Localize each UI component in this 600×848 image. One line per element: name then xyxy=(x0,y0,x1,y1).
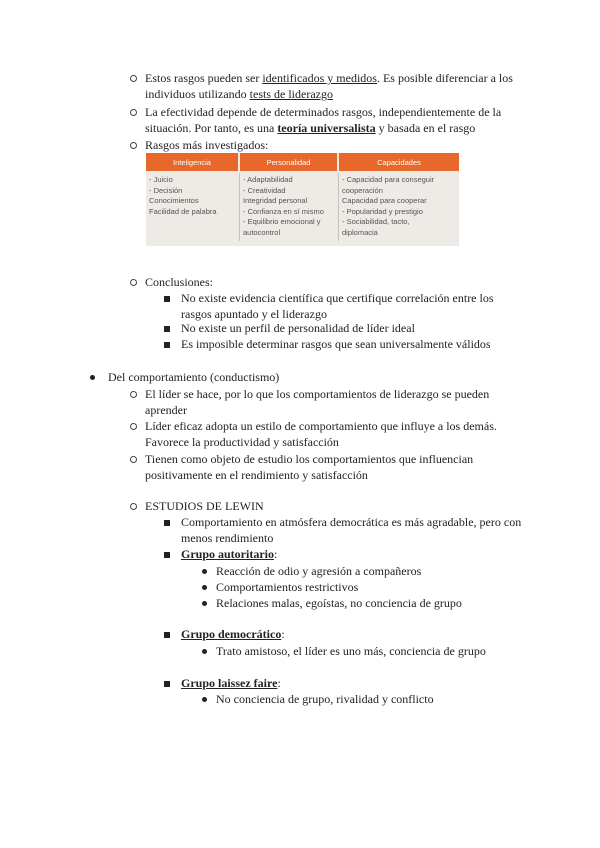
conclusion-2: No existe un perfil de personalidad de líder ideal xyxy=(181,321,415,335)
rasgos-item-2-line2 xyxy=(145,120,527,136)
table-header-personalidad: Personalidad xyxy=(240,153,337,171)
table-cell: autocontrol xyxy=(243,227,281,237)
table-cell: - Sociabilidad, tacto, xyxy=(342,217,410,226)
comportamiento-item-1-line1: El líder se hace, por lo que los comportamientos de liderazgo se pueden xyxy=(145,387,490,401)
conclusiones-label: Conclusiones: xyxy=(145,275,213,289)
table-column-inteligencia xyxy=(149,175,217,217)
table-cell: diplomacia xyxy=(342,227,378,237)
column-divider xyxy=(239,173,240,241)
filled-bullet-icon xyxy=(202,601,207,606)
comportamiento-title: Del comportamiento (conductismo) xyxy=(108,370,280,384)
hollow-bullet-icon xyxy=(130,75,137,82)
laissez-item-1: No conciencia de grupo, rivalidad y conflicto xyxy=(216,692,434,706)
rasgos-item-1-line2 xyxy=(145,86,527,102)
text: individuos utilizando xyxy=(145,87,250,101)
bold-underlined-text: teoría universalista xyxy=(277,121,376,135)
lewin-title: ESTUDIOS DE LEWIN xyxy=(145,499,264,513)
square-bullet-icon xyxy=(164,296,170,302)
hollow-bullet-icon xyxy=(130,503,137,510)
table-cell: Conocimientos xyxy=(149,196,199,205)
democratico-item-1: Trato amistoso, el líder es uno más, conciencia de grupo xyxy=(216,644,486,658)
table-cell: - Equilibrio emocional y xyxy=(243,217,321,226)
table-header-capacidades: Capacidades xyxy=(339,153,459,171)
table-cell: - Popularidad y prestigio xyxy=(342,206,423,216)
column-divider xyxy=(338,173,339,241)
filled-bullet-icon xyxy=(202,649,207,654)
square-bullet-icon xyxy=(164,520,170,526)
grupo-laissez-faire-heading xyxy=(181,675,281,691)
conclusion-1-line1: No existe evidencia científica que certifique correlación entre los xyxy=(181,291,494,305)
filled-bullet-icon xyxy=(202,585,207,590)
table-cell: - Capacidad para conseguir xyxy=(342,175,435,184)
filled-bullet-icon xyxy=(202,569,207,574)
underlined-text: tests de liderazgo xyxy=(249,87,333,101)
table-cell: Integridad personal xyxy=(243,196,308,205)
autoritario-item-1: Reacción de odio y agresión a compañeros xyxy=(216,564,422,578)
table-cell: - Adaptabilidad xyxy=(243,175,293,184)
text: . Es posible diferenciar a los xyxy=(376,71,513,85)
grupo-democratico-heading xyxy=(181,626,285,642)
hollow-bullet-icon xyxy=(130,391,137,398)
table-cell: - Creatividad xyxy=(243,185,286,195)
rasgos-item-2-line1: La efectividad depende de determinados rasgos, independientemente de la xyxy=(145,105,502,119)
square-bullet-icon xyxy=(164,342,170,348)
table-cell: Capacidad para cooperar xyxy=(342,196,427,205)
hollow-bullet-icon xyxy=(130,423,137,430)
rasgos-item-1 xyxy=(145,70,527,86)
lewin-intro-line2: menos rendimiento xyxy=(181,531,274,545)
square-bullet-icon xyxy=(164,681,170,687)
text: Estos rasgos pueden ser xyxy=(145,71,263,85)
lewin-intro-line1: Comportamiento en atmósfera democrática es más agradable, pero con xyxy=(181,515,522,529)
table-header-inteligencia: Inteligencia xyxy=(146,153,238,171)
text: : xyxy=(274,547,278,561)
text: y basada en el rasgo xyxy=(375,121,476,135)
text: : xyxy=(277,676,281,690)
table-cell: cooperación xyxy=(342,185,383,195)
table-cell: - Juicio xyxy=(149,175,173,184)
hollow-bullet-icon xyxy=(130,456,137,463)
table-cell: - Decisión xyxy=(149,185,183,195)
table-column-capacidades xyxy=(342,175,434,238)
rasgos-item-3: Rasgos más investigados: xyxy=(145,138,269,152)
comportamiento-item-2-line1: Líder eficaz adopta un estilo de comportamiento que influye a los demás. xyxy=(145,419,497,433)
hollow-bullet-icon xyxy=(130,109,137,116)
autoritario-item-3: Relaciones malas, egoístas, no conciencia de grupo xyxy=(216,596,462,610)
grupo-autoritario-heading xyxy=(181,546,277,562)
comportamiento-item-2-line2: Favorece la productividad y satisfacción xyxy=(145,435,339,449)
bold-underlined-text: Grupo democrático xyxy=(181,627,282,641)
underlined-text: identificados y medidos xyxy=(262,71,377,85)
text: situación. Por tanto, es una xyxy=(145,121,278,135)
bold-underlined-text: Grupo autoritario xyxy=(181,547,274,561)
square-bullet-icon xyxy=(164,632,170,638)
traits-table-image xyxy=(146,153,459,246)
comportamiento-item-1-line2: aprender xyxy=(145,403,187,417)
filled-bullet-icon xyxy=(202,697,207,702)
text: : xyxy=(281,627,285,641)
comportamiento-item-3-line1: Tienen como objeto de estudio los comportamientos que influencian xyxy=(145,452,474,466)
table-column-personalidad xyxy=(243,175,324,238)
comportamiento-item-3-line2: positivamente en el rendimiento y satisfacción xyxy=(145,468,368,482)
hollow-bullet-icon xyxy=(130,279,137,286)
square-bullet-icon xyxy=(164,326,170,332)
filled-bullet-icon xyxy=(90,375,95,380)
square-bullet-icon xyxy=(164,552,170,558)
conclusion-1-line2: rasgos apuntado y el liderazgo xyxy=(181,307,327,321)
autoritario-item-2: Comportamientos restrictivos xyxy=(216,580,359,594)
bold-underlined-text: Grupo laissez faire xyxy=(181,676,278,690)
table-cell: Facilidad de palabra xyxy=(149,206,217,216)
hollow-bullet-icon xyxy=(130,142,137,149)
table-cell: - Confianza en sí mismo xyxy=(243,206,324,216)
conclusion-3: Es imposible determinar rasgos que sean universalmente válidos xyxy=(181,337,491,351)
